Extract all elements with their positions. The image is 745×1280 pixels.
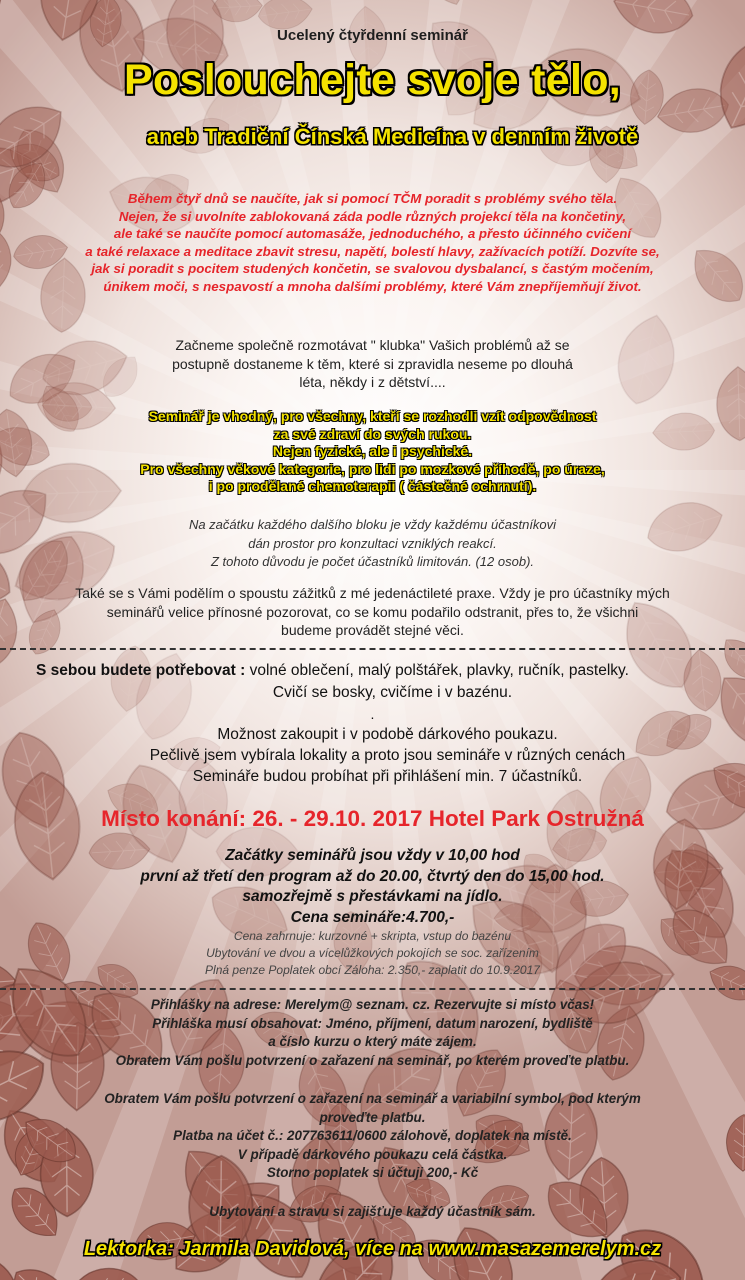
payment-text xyxy=(0,1090,745,1183)
paragraph-line: léta, někdy i z dětství.... xyxy=(299,374,446,391)
consultation-text xyxy=(0,516,745,572)
dot-separator: . xyxy=(370,706,375,722)
intro-line: Nejen, že si uvolníte zablokovaná záda podle různých projekcí těla na končetiny, xyxy=(118,208,627,224)
suitability-line: za své zdraví do svých rukou. xyxy=(273,425,472,442)
paragraph-problems xyxy=(0,336,745,392)
bring-note: Cvičí se bosky, cvičíme i v bazénu. xyxy=(272,684,513,701)
poster-title: Poslouchejte svoje tělo, xyxy=(123,56,622,104)
intro-text xyxy=(0,190,745,296)
voucher-text xyxy=(0,724,745,787)
suitability-line: Nejen fyzické, ale i psychické. xyxy=(272,443,473,460)
intro-line: Během čtyř dnů se naučíte, jak si pomocí TČM poradit s problémy svého těla. xyxy=(127,191,618,206)
price-detail-line: Cena zahrnuje: kurzovné + skripta, vstup do bazénu xyxy=(233,929,512,943)
bring-list xyxy=(36,662,629,680)
experience-line: Také se s Vámi podělím o spoustu zážitků z mé jedenáctileté praxe. Vždy je pro účastníky mých xyxy=(75,585,670,601)
signup-text xyxy=(0,996,745,1070)
voucher-line: Možnost zakoupit i v podobě dárkového poukazu. xyxy=(217,726,558,743)
dashed-divider xyxy=(0,988,745,990)
bring-label: S sebou budete potřebovat : xyxy=(36,662,246,679)
price-detail-line: Ubytování ve dvou a vícelůžkových pokojích se soc. zařízením xyxy=(206,946,539,960)
consultation-line: dán prostor pro konzultaci vzniklých reakcí. xyxy=(248,535,497,551)
voucher-line: Semináře budou probíhat při přihlášení min. 7 účastníků. xyxy=(192,768,583,785)
experience-text xyxy=(0,584,745,640)
lector-footer: Lektorka: Jarmila Davidová, více na www.masazemerelym.cz xyxy=(83,1238,662,1260)
signup-line: a číslo kurzu o který máte zájem. xyxy=(268,1034,477,1050)
consultation-line: Z tohoto důvodu je počet účastníků limitován. (12 osob). xyxy=(210,554,535,569)
voucher-line: Pečlivě jsem vybírala lokality a proto jsou semináře v různých cenách xyxy=(149,747,626,764)
suitability-line: i po prodělané chemoterapii ( částečné ochrnutí). xyxy=(208,478,537,495)
suitability-text xyxy=(0,408,745,496)
schedule-line: první až třetí den program až do 20.00, čtvrtý den do 15,00 hod. xyxy=(140,867,605,885)
payment-line: proveďte platbu. xyxy=(319,1109,426,1125)
price-detail-line: Plná penze Poplatek obcí Záloha: 2.350,- zaplatit do 10.9.2017 xyxy=(205,963,540,977)
overline: Ucelený čtyřdenní seminář xyxy=(277,27,468,44)
dashed-divider xyxy=(0,648,745,650)
experience-line: budeme provádět stejné věci. xyxy=(281,622,464,639)
intro-line: ale také se naučíte pomocí automasáže, jednoduchého, a přesto účinného cvičení xyxy=(113,226,632,242)
schedule-line: samozřejmě s přestávkami na jídlo. xyxy=(242,888,503,905)
experience-line: seminářů velice přínosné pozorovat, co se komu podařilo odstranit, přes to, že všichni xyxy=(106,603,639,620)
price-line: Cena semináře:4.700,- xyxy=(290,908,455,926)
bring-items: volné oblečení, malý polštářek, plavky, ručník, pastelky. xyxy=(245,662,629,679)
lodging-note: Ubytování a stravu si zajišťuje každý účastník sám. xyxy=(209,1204,536,1219)
signup-line: Obratem Vám pošlu potvrzení o zařazení na seminář, po kterém proveďte platbu. xyxy=(115,1052,630,1068)
paragraph-line: postupně dostaneme k těm, které si zpravidla neseme po dlouhá xyxy=(172,355,573,372)
intro-line: a také relaxace a meditace zbavit stresu, napětí, bolestí hlavy, zažívacích potíží. Dozvíte se, xyxy=(85,243,660,259)
poster-subtitle: aneb Tradiční Čínská Medicína v denním životě xyxy=(146,124,639,149)
paragraph-line: Začneme společně rozmotávat " klubka" Vašich problémů až se xyxy=(175,337,570,353)
payment-line: Obratem Vám pošlu potvrzení o zařazení na seminář a variabilní symbol, pod kterým xyxy=(104,1091,641,1106)
signup-line: Přihláška musí obsahovat: Jméno, příjmení, datum narození, bydliště xyxy=(152,1015,593,1031)
price-details xyxy=(0,928,745,979)
payment-line: Storno poplatek si účtuji 200,- Kč xyxy=(266,1165,479,1180)
payment-line: Platba na účet č.: 207763611/0600 zálohově, doplatek na místě. xyxy=(173,1128,572,1143)
suitability-line: Seminář je vhodný, pro všechny, kteří se rozhodli vzít odpovědnost xyxy=(148,408,597,424)
consultation-line: Na začátku každého dalšího bloku je vždy každému účastníkovi xyxy=(188,517,557,532)
intro-line: únikem moči, s nespavostí a mnoha dalšími problémy, které Vám znepříjemňují život. xyxy=(103,278,642,294)
intro-line: jak si poradit s pocitem studených končetin, se svalovou dysbalancí, s častým močením, xyxy=(91,261,654,277)
schedule-text xyxy=(0,846,745,928)
payment-line: V případě dárkového poukazu celá částka. xyxy=(237,1146,508,1162)
suitability-line: Pro všechny věkové kategorie, pro lidi po mozkové příhodě, po úraze, xyxy=(140,460,605,477)
signup-line: Přihlášky na adrese: Merelym@ seznam. cz. Rezervujte si místo včas! xyxy=(150,997,595,1012)
venue-heading: Místo konání: 26. - 29.10. 2017 Hotel Park Ostružná xyxy=(101,806,644,831)
schedule-line: Začátky seminářů jsou vždy v 10,00 hod xyxy=(225,847,520,864)
